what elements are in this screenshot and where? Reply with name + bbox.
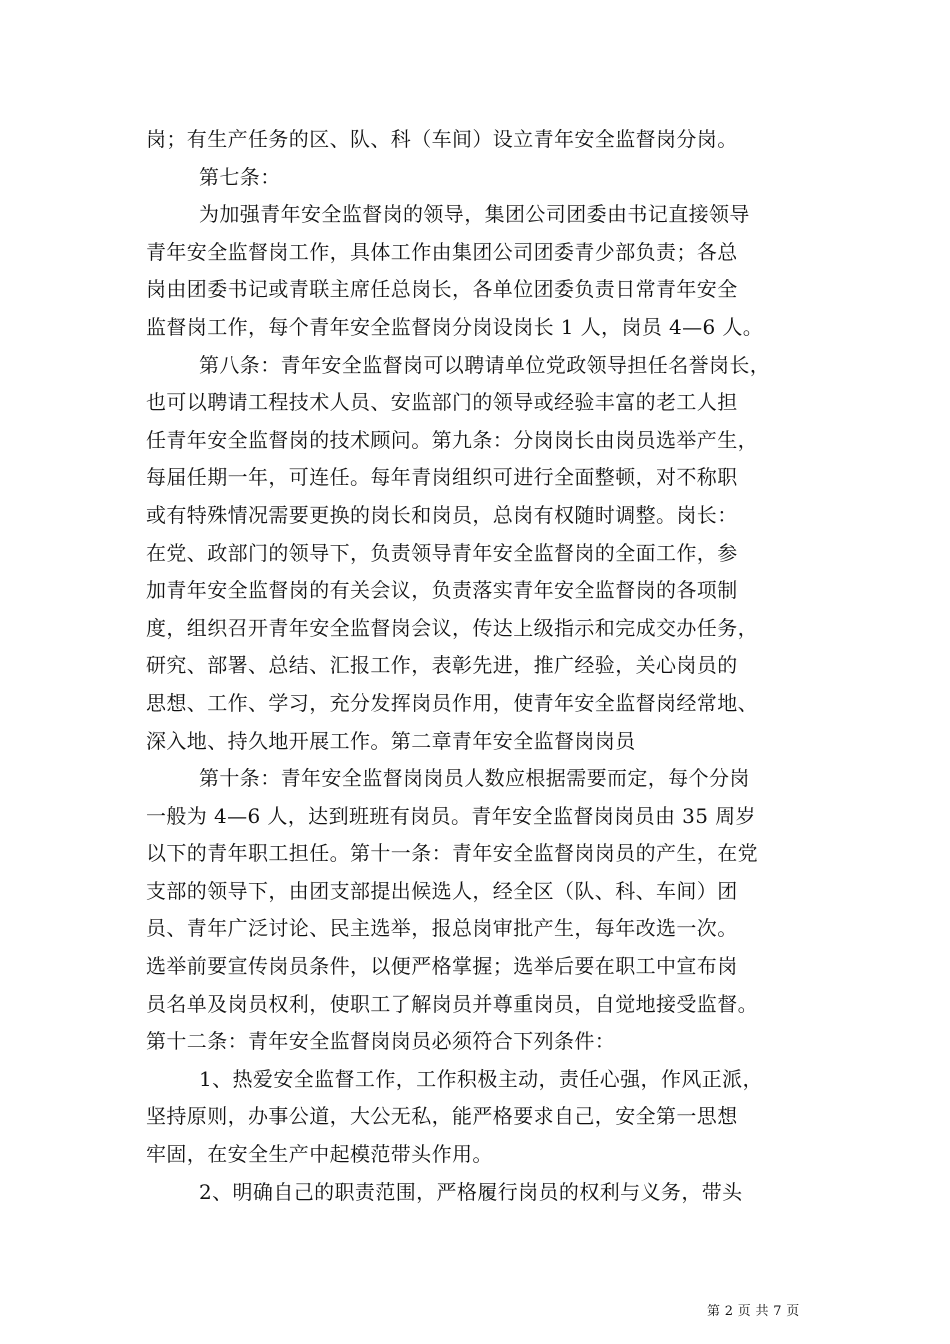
- text-line: 以下的青年职工担任。第十一条：青年安全监督岗岗员的产生，在党: [146, 841, 758, 866]
- list-item: 2、明确自己的职责范围，严格履行岗员的权利与义务，带头: [199, 1179, 743, 1204]
- text-line: 度，组织召开青年安全监督岗会议，传达上级指示和完成交办任务，: [146, 615, 758, 640]
- text-line: 每届任期一年，可连任。每年青岗组织可进行全面整顿，对不称职: [146, 465, 738, 490]
- article-heading: 第七条：: [199, 164, 281, 189]
- text-line: 为加强青年安全监督岗的领导，集团公司团委由书记直接领导: [199, 202, 750, 227]
- page-number: 第 2 页 共 7 页: [707, 1304, 800, 1319]
- text-line: 第十条：青年安全监督岗岗员人数应根据需要而定，每个分岗: [199, 766, 750, 791]
- text-line: 第八条：青年安全监督岗可以聘请单位党政领导担任名誉岗长，: [199, 352, 771, 377]
- text-line: 深入地、持久地开展工作。第二章青年安全监督岗岗员: [146, 728, 636, 753]
- text-line: 一般为 4—6 人，达到班班有岗员。青年安全监督岗岗员由 35 周岁: [146, 803, 756, 828]
- text-line: 任青年安全监督岗的技术顾问。第九条：分岗岗长由岗员选举产生，: [146, 427, 758, 452]
- text-line: 坚持原则，办事公道，大公无私，能严格要求自己，安全第一思想: [146, 1104, 738, 1129]
- text-line: 选举前要宣传岗员条件，以便严格掌握；选举后要在职工中宣布岗: [146, 954, 738, 979]
- text-line: 研究、部署、总结、汇报工作，表彰先进，推广经验，关心岗员的: [146, 653, 738, 678]
- text-line: 或有特殊情况需要更换的岗长和岗员，总岗有权随时调整。岗长：: [146, 502, 738, 527]
- text-line: 思想、工作、学习，充分发挥岗员作用，使青年安全监督岗经常地、: [146, 690, 758, 715]
- text-line: 员、青年广泛讨论、民主选举，报总岗审批产生，每年改选一次。: [146, 916, 738, 941]
- text-line: 岗；有生产任务的区、队、科（车间）设立青年安全监督岗分岗。: [146, 127, 738, 151]
- text-line: 牢固，在安全生产中起模范带头作用。: [146, 1142, 493, 1167]
- text-line: 也可以聘请工程技术人员、安监部门的领导或经验丰富的老工人担: [146, 390, 738, 415]
- text-line: 监督岗工作，每个青年安全监督岗分岗设岗长 1 人，岗员 4—6 人。: [146, 314, 764, 339]
- text-line: 第十二条：青年安全监督岗岗员必须符合下列条件：: [146, 1029, 616, 1054]
- text-line: 加青年安全监督岗的有关会议，负责落实青年安全监督岗的各项制: [146, 578, 738, 603]
- list-item: 1、热爱安全监督工作，工作积极主动，责任心强，作风正派，: [199, 1066, 763, 1091]
- text-line: 支部的领导下，由团支部提出候选人，经全区（队、科、车间）团: [146, 878, 738, 903]
- text-line: 岗由团委书记或青联主席任总岗长，各单位团委负责日常青年安全: [146, 277, 738, 302]
- text-line: 在党、政部门的领导下，负责领导青年安全监督岗的全面工作，参: [146, 540, 738, 565]
- document-body: [146, 121, 806, 1211]
- text-line: 青年安全监督岗工作，具体工作由集团公司团委青少部负责；各总: [146, 239, 738, 264]
- text-line: 员名单及岗员权利，使职工了解岗员并尊重岗员，自觉地接受监督。: [146, 991, 758, 1016]
